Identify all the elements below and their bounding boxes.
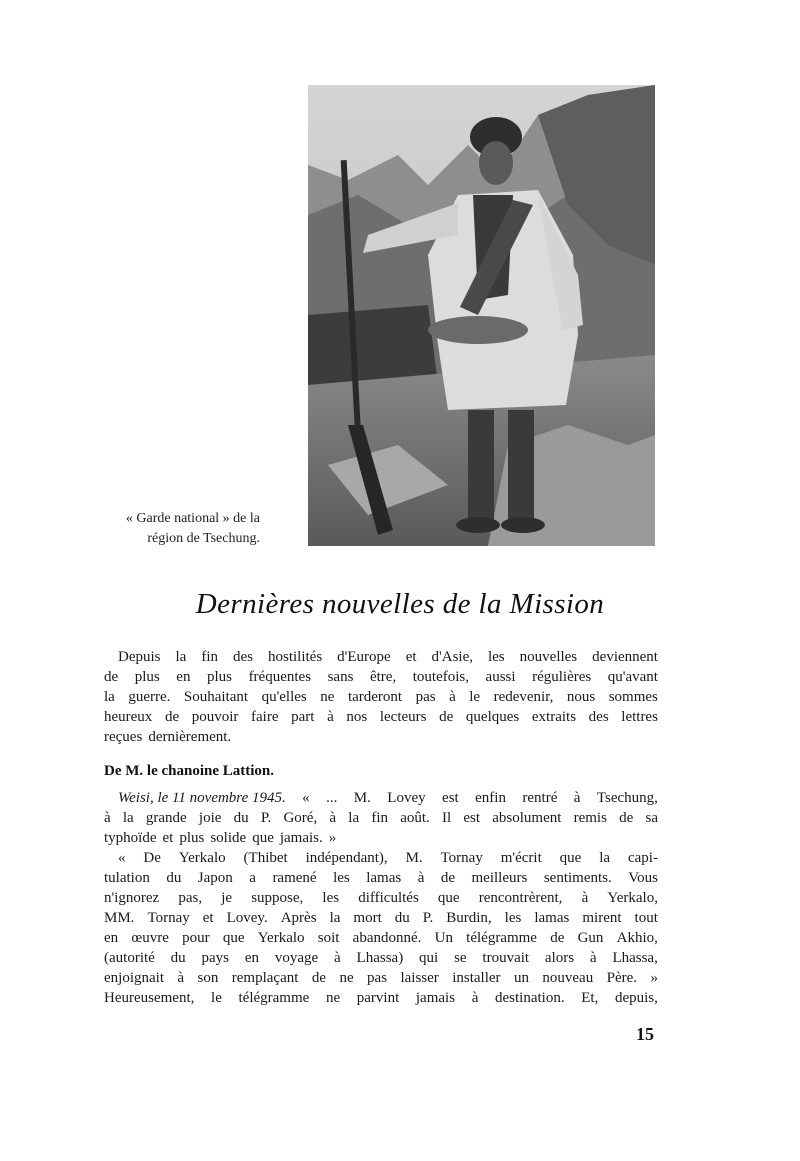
word: plus: [134, 669, 160, 685]
word: ramené: [272, 870, 317, 886]
word: alors: [544, 950, 575, 966]
word: de: [439, 709, 454, 725]
word: fréquentes: [248, 669, 312, 685]
word: remplaçant: [231, 970, 299, 986]
word: Et,: [581, 990, 599, 1006]
word: Tsechung,: [596, 790, 658, 806]
place-date: Weisi, le 11 novembre 1945.: [118, 790, 286, 806]
intro-paragraph: [104, 647, 658, 747]
word: tout: [634, 910, 658, 926]
word: en: [176, 669, 191, 685]
word: lecteurs: [379, 709, 427, 725]
word: sentiments.: [543, 870, 612, 886]
word: P.: [260, 810, 272, 826]
word: que: [559, 850, 582, 866]
word: enjoignait: [104, 970, 164, 986]
word: à: [329, 810, 337, 826]
word: à: [417, 870, 425, 886]
article-title: Dernières nouvelles de la Mission: [195, 588, 605, 620]
word: régulières: [532, 669, 592, 685]
word: de: [440, 870, 456, 886]
word: Après: [280, 910, 317, 926]
word: de: [104, 669, 119, 685]
word: deviennent: [592, 649, 658, 665]
word: laisser: [400, 970, 439, 986]
word: tulation: [104, 870, 150, 886]
word: part: [291, 709, 315, 725]
word: de: [550, 930, 565, 946]
word: le: [469, 689, 481, 705]
text-line: [104, 687, 658, 707]
word: Lovey.: [226, 910, 268, 926]
word: heureux: [104, 709, 153, 725]
word: mirent: [582, 910, 622, 926]
word: que: [222, 930, 245, 946]
word: fin: [201, 649, 218, 665]
text-line: [104, 667, 658, 687]
word: à: [449, 689, 456, 705]
word: De: [143, 850, 161, 866]
word: redevenir,: [493, 689, 554, 705]
word: sa: [645, 810, 658, 826]
word: à: [581, 890, 589, 906]
word: qui: [419, 950, 439, 966]
word: jamais.: [279, 830, 323, 846]
word: ...: [326, 790, 338, 806]
word: à: [177, 970, 185, 986]
word: et: [162, 830, 174, 846]
word: Yerkalo: [257, 930, 305, 946]
word: que: [437, 890, 460, 906]
word: pays: [201, 950, 229, 966]
word: remis: [573, 810, 607, 826]
text-line: [104, 727, 658, 747]
word: soit: [317, 930, 340, 946]
word: en: [244, 950, 260, 966]
word: capi-: [627, 850, 658, 866]
section-heading: De M. le chanoine Lattion.: [104, 763, 274, 779]
word: Yerkalo: [178, 850, 226, 866]
word: de: [164, 709, 180, 725]
word: a: [249, 870, 256, 886]
word: »: [328, 830, 337, 846]
word: suppose,: [251, 890, 304, 906]
text-line: [104, 928, 658, 948]
text-line: [104, 828, 658, 848]
word: son: [197, 970, 219, 986]
word: les: [487, 649, 505, 665]
word: Japon: [197, 870, 233, 886]
word: indépendant),: [305, 850, 388, 866]
word: Lovey: [387, 790, 426, 806]
word: Tornay: [147, 910, 190, 926]
photo-image: [308, 85, 655, 546]
word: un: [513, 970, 529, 986]
word: plus: [207, 669, 233, 685]
word: que: [252, 830, 274, 846]
word: la: [348, 810, 360, 826]
word: d'Asie,: [431, 649, 473, 665]
text-line: [104, 948, 658, 968]
word: Lhassa,: [612, 950, 658, 966]
word: lamas: [366, 870, 402, 886]
word: à: [334, 950, 341, 966]
word: de: [619, 810, 634, 826]
word: pas: [415, 689, 436, 705]
word: »: [650, 970, 658, 986]
word: extraits: [531, 709, 577, 725]
word: nos: [346, 709, 368, 725]
word: de: [311, 970, 327, 986]
word: P.: [422, 910, 434, 926]
word: hostilités: [268, 649, 323, 665]
word: fin: [371, 810, 388, 826]
word: du: [166, 870, 182, 886]
word: (autorité: [104, 950, 155, 966]
letter-paragraph: [104, 788, 658, 848]
word: quelques: [465, 709, 520, 725]
word: des: [233, 649, 253, 665]
word: la: [104, 689, 115, 705]
word: lamas: [534, 910, 570, 926]
text-line: [104, 808, 658, 828]
word: la: [122, 810, 134, 826]
word: des: [588, 709, 609, 725]
text-line: [104, 848, 658, 868]
word: la: [599, 850, 611, 866]
word: parvint: [356, 990, 400, 1006]
word: meilleurs: [471, 870, 528, 886]
word: typhoïde: [104, 830, 157, 846]
word: rencontrèrent,: [478, 890, 563, 906]
word: M.: [353, 790, 371, 806]
word: tarderont: [347, 689, 403, 705]
word: à: [589, 950, 597, 966]
word: du: [170, 950, 186, 966]
word: ne: [320, 689, 335, 705]
word: Souhaitant: [183, 689, 249, 705]
word: Heureusement,: [104, 990, 195, 1006]
word: toutefois,: [412, 669, 469, 685]
word: enfin: [475, 790, 506, 806]
word: Burdin,: [446, 910, 492, 926]
word: Yerkalo,: [607, 890, 658, 906]
text-line: [104, 707, 658, 727]
word: à: [471, 990, 479, 1006]
word: les: [504, 910, 522, 926]
word: et: [405, 649, 417, 665]
word: depuis,: [614, 990, 658, 1006]
word: mort: [353, 910, 382, 926]
word: Un: [434, 930, 453, 946]
word: installer: [452, 970, 501, 986]
word: «: [118, 850, 126, 866]
word: sommes: [608, 689, 658, 705]
word: du: [233, 810, 249, 826]
word: dernièrement.: [148, 729, 232, 745]
word: est: [442, 790, 459, 806]
word: nouveau: [542, 970, 594, 986]
word: d'Europe: [337, 649, 391, 665]
word: Père.: [606, 970, 638, 986]
word: télégramme: [238, 990, 310, 1006]
word: pour: [182, 930, 210, 946]
word: la: [329, 910, 341, 926]
word: à: [327, 709, 334, 725]
word: «: [302, 790, 310, 806]
text-line: [104, 908, 658, 928]
word: reçues: [104, 729, 143, 745]
text-line: [104, 968, 658, 988]
word: trouvait: [482, 950, 530, 966]
word: la: [175, 649, 187, 665]
caption-line: « Garde national » de la: [125, 511, 260, 526]
word: grande: [145, 810, 187, 826]
word: du: [394, 910, 410, 926]
text-line: [104, 788, 658, 808]
word: pas: [367, 970, 388, 986]
word: août.: [400, 810, 430, 826]
photo-garde-national: [308, 85, 655, 546]
word: est: [463, 810, 481, 826]
word: Il: [441, 810, 452, 826]
word: plus: [179, 830, 205, 846]
word: à: [104, 810, 111, 826]
word: Goré,: [283, 810, 318, 826]
text-line: [104, 888, 658, 908]
yerkalo-paragraph: [104, 848, 658, 1008]
word: lettres: [621, 709, 658, 725]
word: (Thibet: [243, 850, 288, 866]
word: destination.: [495, 990, 565, 1006]
word: qu'avant: [607, 669, 658, 685]
word: je: [221, 890, 233, 906]
word: n'ignorez: [104, 890, 160, 906]
word: guerre.: [128, 689, 171, 705]
word: et: [202, 910, 214, 926]
word: pouvoir: [191, 709, 239, 725]
word: Lhassa): [356, 950, 404, 966]
word: Depuis: [118, 649, 161, 665]
word: télégramme: [466, 930, 537, 946]
word: en: [104, 930, 119, 946]
word: M.: [405, 850, 423, 866]
word: être,: [369, 669, 397, 685]
word: Tornay: [440, 850, 483, 866]
word: rentré: [522, 790, 558, 806]
word: nouvelles: [519, 649, 578, 665]
word: absolument: [492, 810, 562, 826]
word: pas,: [178, 890, 203, 906]
text-line: [104, 647, 658, 667]
word: ne: [325, 990, 341, 1006]
word: qu'elles: [261, 689, 307, 705]
word: Vous: [628, 870, 658, 886]
word: abandonné.: [352, 930, 422, 946]
word: faire: [251, 709, 279, 725]
word: Gun: [577, 930, 604, 946]
text-line: [104, 988, 658, 1008]
photo-caption: [60, 509, 260, 549]
word: nous: [566, 689, 596, 705]
caption-line: région de Tsechung.: [147, 531, 260, 546]
word: solide: [210, 830, 247, 846]
word: joie: [198, 810, 222, 826]
word: jamais: [415, 990, 456, 1006]
word: difficultés: [358, 890, 419, 906]
word: sans: [327, 669, 354, 685]
word: Akhio,: [616, 930, 658, 946]
word: à: [573, 790, 581, 806]
word: MM.: [104, 910, 135, 926]
word: aussi: [485, 669, 516, 685]
word: les: [322, 890, 340, 906]
word: m'écrit: [500, 850, 542, 866]
word: voyage: [274, 950, 319, 966]
word: ne: [339, 970, 354, 986]
word: œuvre: [131, 930, 169, 946]
word: les: [333, 870, 350, 886]
word: se: [454, 950, 467, 966]
text-line: [104, 868, 658, 888]
page-number: 15: [636, 1024, 654, 1044]
word: le: [211, 990, 222, 1006]
